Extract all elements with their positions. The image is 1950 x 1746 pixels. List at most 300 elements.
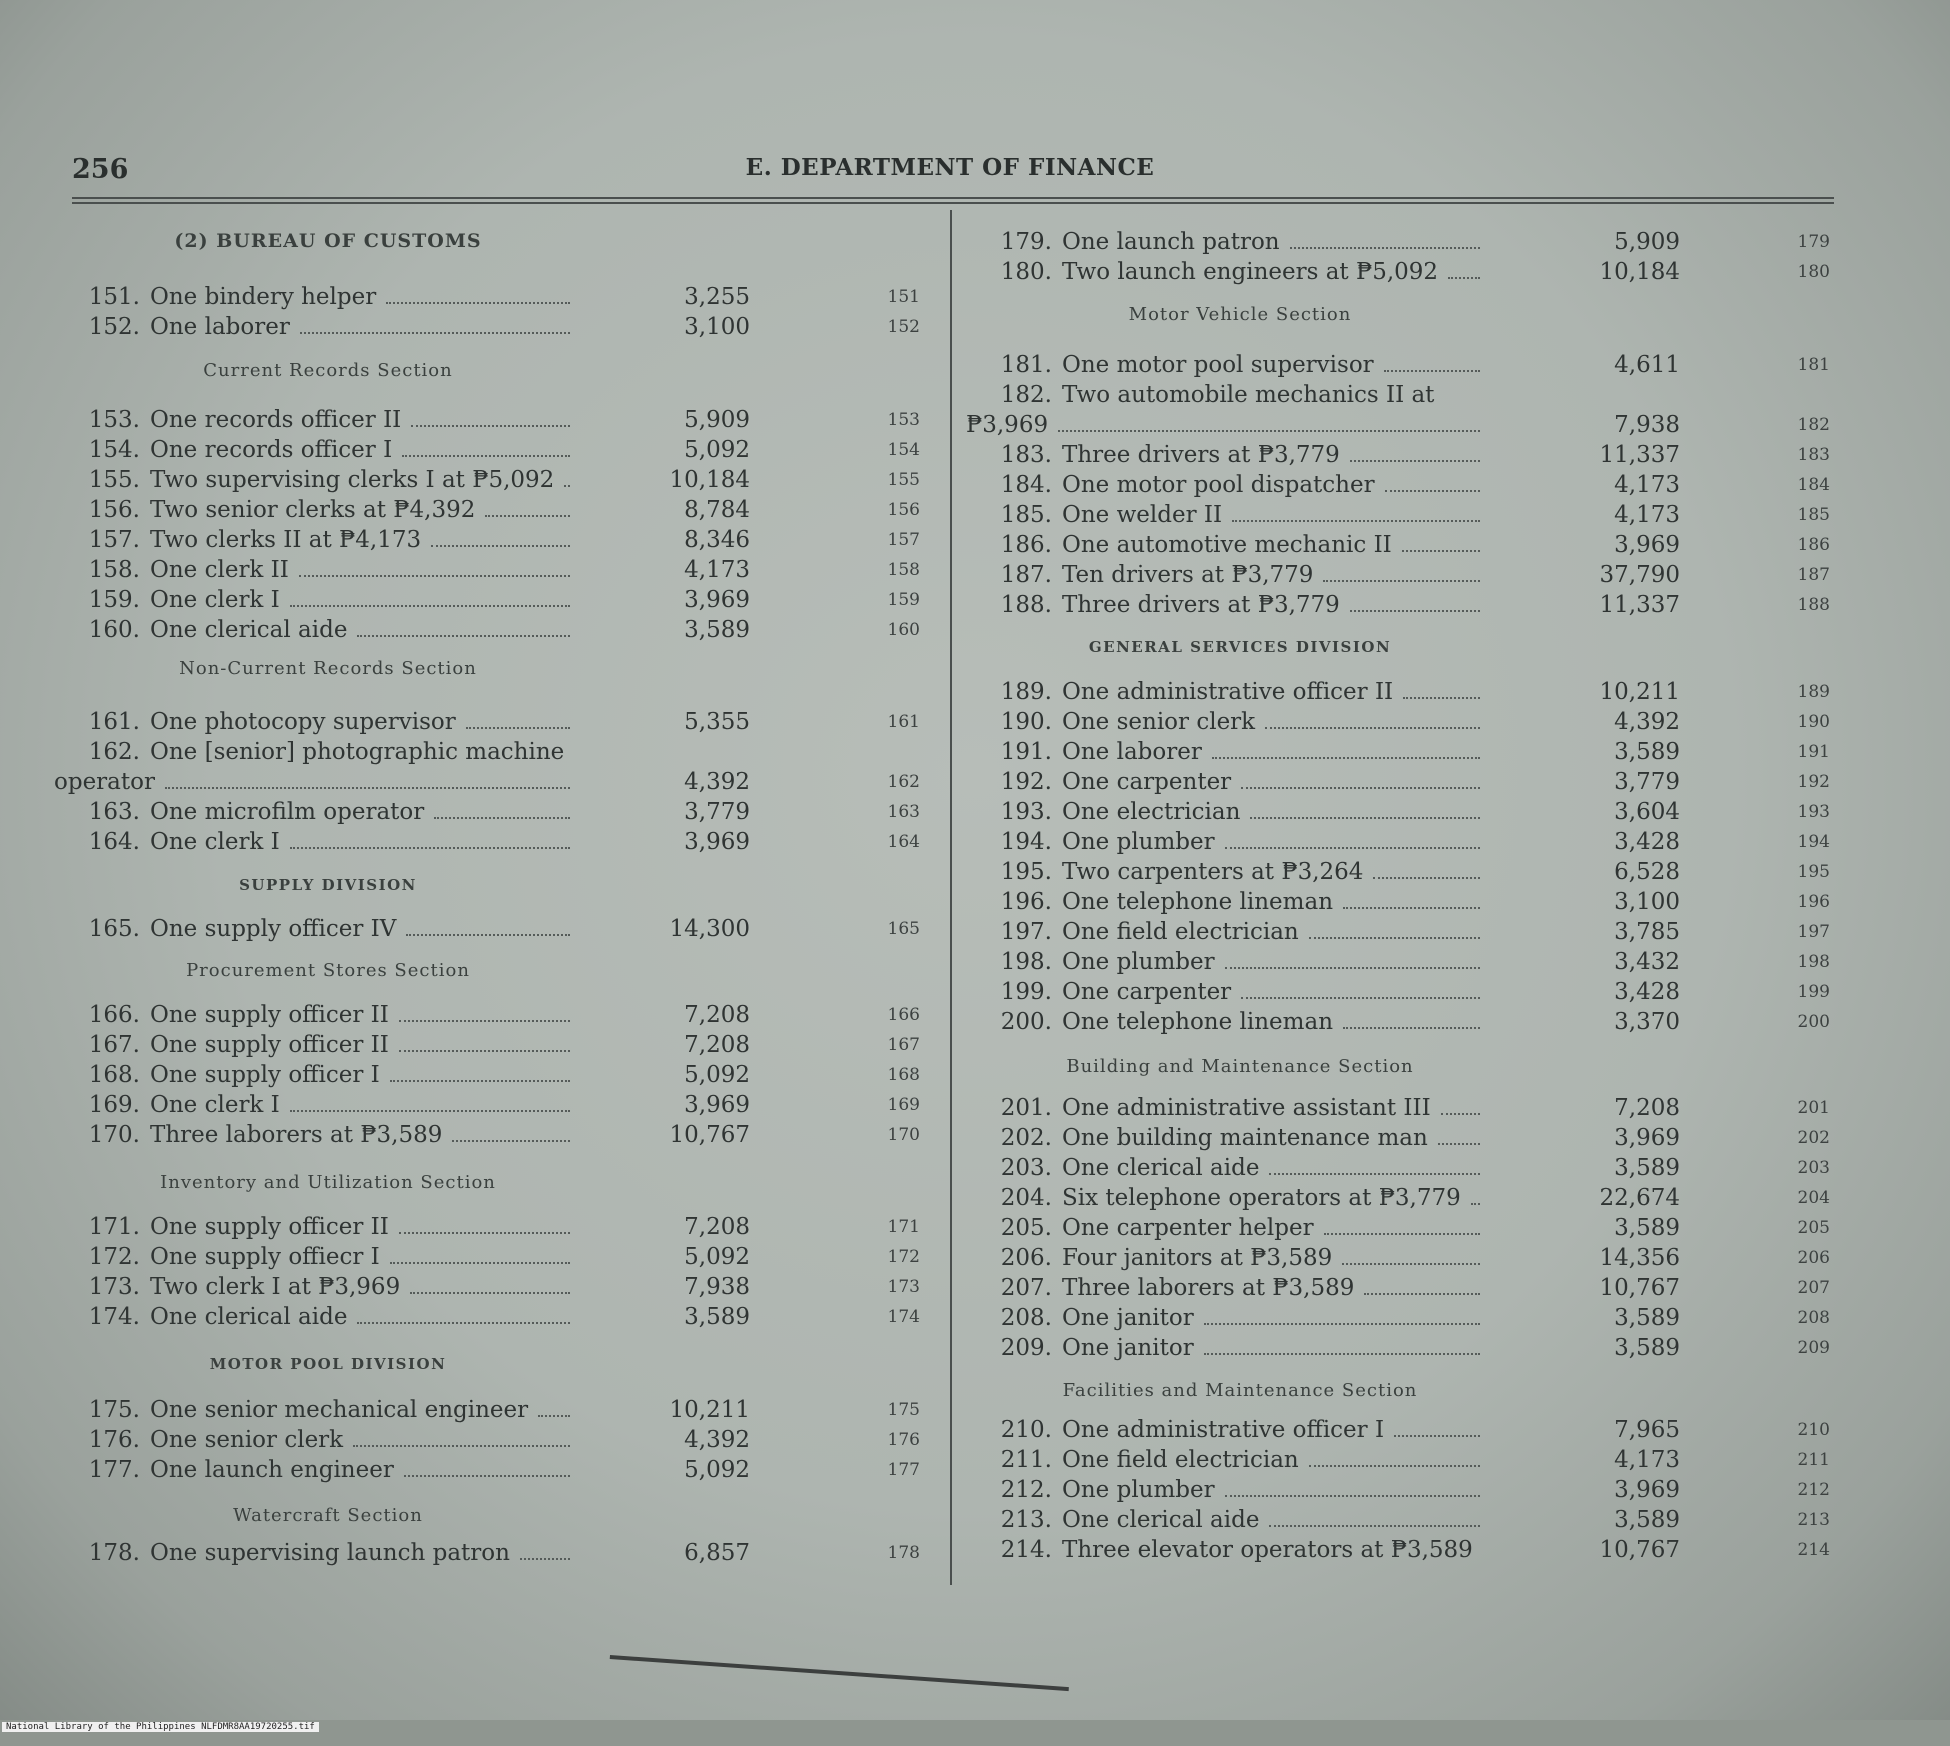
item-amount: 37,790 <box>1599 562 1680 588</box>
dot-leader <box>290 605 570 607</box>
item-amount: 3,428 <box>1614 829 1680 855</box>
item-amount: 11,337 <box>1599 592 1680 618</box>
item-amount: 3,589 <box>1614 1335 1680 1361</box>
item-description: One plumber <box>1062 949 1215 975</box>
line-item <box>980 737 1860 767</box>
dot-leader <box>165 787 570 789</box>
line-item <box>68 1242 940 1272</box>
item-amount: 5,092 <box>684 1244 750 1270</box>
item-amount: 10,767 <box>1599 1275 1680 1301</box>
item-number: 158. <box>88 557 140 583</box>
line-item <box>980 227 1860 257</box>
item-description: Three drivers at ₱3,779 <box>1062 592 1340 618</box>
item-description: One supply officer I <box>150 1062 380 1088</box>
item-number: 188. <box>1000 592 1052 618</box>
line-reference-number: 169 <box>887 1095 920 1115</box>
item-description: One supervising launch patron <box>150 1540 510 1566</box>
item-amount: 14,356 <box>1599 1245 1680 1271</box>
item-description: One clerk I <box>150 1092 280 1118</box>
item-number: 151. <box>88 284 140 310</box>
item-amount: 4,611 <box>1614 352 1680 378</box>
dot-leader <box>357 1322 570 1324</box>
line-reference-number: 157 <box>887 530 920 550</box>
item-amount: 4,392 <box>1614 709 1680 735</box>
line-item <box>980 1183 1860 1213</box>
line-item <box>68 1090 940 1120</box>
item-description: Two clerks II at ₱4,173 <box>150 527 422 553</box>
item-amount: 3,969 <box>1614 532 1680 558</box>
line-reference-number: 208 <box>1797 1308 1830 1328</box>
line-reference-number: 188 <box>1797 595 1830 615</box>
item-amount: 5,909 <box>1614 229 1680 255</box>
line-item <box>980 1093 1860 1123</box>
line-item <box>68 737 940 767</box>
item-amount: 3,969 <box>684 587 750 613</box>
line-item <box>980 1243 1860 1273</box>
dot-leader <box>299 575 570 577</box>
item-number: 177. <box>88 1457 140 1483</box>
dot-leader <box>290 847 570 849</box>
dot-leader <box>390 1080 570 1082</box>
item-description: Four janitors at ₱3,589 <box>1062 1245 1333 1271</box>
item-description: One welder II <box>1062 502 1223 528</box>
dot-leader <box>1364 1293 1480 1295</box>
item-description: Two automobile mechanics II at <box>1062 382 1435 408</box>
line-reference-number: 204 <box>1797 1188 1830 1208</box>
section-heading-inventory-utilization: Inventory and Utilization Section <box>160 1172 496 1193</box>
line-reference-number: 166 <box>887 1005 920 1025</box>
line-item <box>68 707 940 737</box>
line-item <box>980 350 1860 380</box>
item-description: Three laborers at ₱3,589 <box>150 1122 443 1148</box>
line-item <box>980 530 1860 560</box>
item-amount: 7,208 <box>684 1002 750 1028</box>
line-reference-number: 186 <box>1797 535 1830 555</box>
dot-leader <box>1448 277 1480 279</box>
item-amount: 5,909 <box>684 407 750 433</box>
line-item <box>68 435 940 465</box>
line-item <box>980 590 1860 620</box>
line-reference-number: 172 <box>887 1247 920 1267</box>
item-description: One launch patron <box>1062 229 1280 255</box>
line-reference-number: 177 <box>887 1460 920 1480</box>
item-amount: 3,785 <box>1614 919 1680 945</box>
item-amount: 4,173 <box>1614 1447 1680 1473</box>
item-number: 209. <box>1000 1335 1052 1361</box>
line-item <box>980 857 1860 887</box>
item-number: 176. <box>88 1427 140 1453</box>
item-description: One clerical aide <box>1062 1155 1260 1181</box>
item-description: One launch engineer <box>150 1457 394 1483</box>
dot-leader <box>357 635 570 637</box>
line-item <box>980 707 1860 737</box>
dot-leader <box>1309 1465 1480 1467</box>
item-description: One clerk II <box>150 557 289 583</box>
line-reference-number: 167 <box>887 1035 920 1055</box>
line-item <box>68 615 940 645</box>
line-reference-number: 209 <box>1797 1338 1830 1358</box>
item-description: One supply offiecr I <box>150 1244 380 1270</box>
item-number: 199. <box>1000 979 1052 1005</box>
line-item <box>980 1273 1860 1303</box>
line-reference-number: 187 <box>1797 565 1830 585</box>
item-description: Ten drivers at ₱3,779 <box>1062 562 1314 588</box>
item-amount: 3,432 <box>1614 949 1680 975</box>
line-item <box>980 560 1860 590</box>
dot-leader <box>1212 757 1480 759</box>
line-item <box>68 1538 940 1568</box>
item-description-continuation: ₱3,969 <box>966 412 1049 438</box>
dot-leader <box>1269 1525 1480 1527</box>
item-amount: 4,392 <box>684 769 750 795</box>
item-description: Six telephone operators at ₱3,779 <box>1062 1185 1461 1211</box>
dot-leader <box>1441 1113 1480 1115</box>
item-amount: 4,392 <box>684 1427 750 1453</box>
line-item <box>980 380 1860 410</box>
item-amount: 10,767 <box>669 1122 750 1148</box>
line-reference-number: 199 <box>1797 982 1830 1002</box>
line-reference-number: 180 <box>1797 262 1830 282</box>
dot-leader <box>404 1475 570 1477</box>
line-item-continuation <box>54 767 940 797</box>
item-amount: 4,173 <box>1614 472 1680 498</box>
item-description: Two senior clerks at ₱4,392 <box>150 497 476 523</box>
line-reference-number: 202 <box>1797 1128 1830 1148</box>
item-number: 172. <box>88 1244 140 1270</box>
item-number: 203. <box>1000 1155 1052 1181</box>
line-item <box>980 977 1860 1007</box>
item-description: Two carpenters at ₱3,264 <box>1062 859 1364 885</box>
line-reference-number: 206 <box>1797 1248 1830 1268</box>
line-item <box>980 257 1860 287</box>
item-description: One senior clerk <box>1062 709 1256 735</box>
line-reference-number: 205 <box>1797 1218 1830 1238</box>
dot-leader <box>452 1140 570 1142</box>
dot-leader <box>1241 787 1480 789</box>
line-item <box>980 797 1860 827</box>
item-number: 196. <box>1000 889 1052 915</box>
line-item <box>68 1302 940 1332</box>
item-number: 183. <box>1000 442 1052 468</box>
item-description: One supply officer II <box>150 1032 389 1058</box>
item-number: 154. <box>88 437 140 463</box>
item-amount: 4,173 <box>1614 502 1680 528</box>
item-number: 167. <box>88 1032 140 1058</box>
item-number: 170. <box>88 1122 140 1148</box>
page-fold-mark <box>606 1655 1069 1746</box>
line-reference-number: 159 <box>887 590 920 610</box>
line-reference-number: 184 <box>1797 475 1830 495</box>
item-amount: 3,604 <box>1614 799 1680 825</box>
item-amount: 7,965 <box>1614 1417 1680 1443</box>
dot-leader <box>300 332 570 334</box>
section-heading-procurement-stores: Procurement Stores Section <box>186 960 470 981</box>
section-heading-motor-vehicle: Motor Vehicle Section <box>1128 304 1352 325</box>
line-item <box>980 1213 1860 1243</box>
section-heading-motor-pool-division: MOTOR POOL DIVISION <box>209 1355 447 1373</box>
line-item <box>68 1030 940 1060</box>
line-reference-number: 211 <box>1797 1450 1830 1470</box>
line-reference-number: 158 <box>887 560 920 580</box>
dot-leader <box>1385 490 1480 492</box>
line-item <box>980 1303 1860 1333</box>
item-description: One photocopy supervisor <box>150 709 456 735</box>
item-amount: 3,589 <box>1614 739 1680 765</box>
item-amount: 22,674 <box>1599 1185 1680 1211</box>
line-reference-number: 162 <box>887 772 920 792</box>
item-amount: 10,184 <box>669 467 750 493</box>
item-number: 175. <box>88 1397 140 1423</box>
line-reference-number: 207 <box>1797 1278 1830 1298</box>
item-description: One clerical aide <box>1062 1507 1260 1533</box>
item-description: One carpenter helper <box>1062 1215 1314 1241</box>
line-reference-number: 210 <box>1797 1420 1830 1440</box>
line-reference-number: 170 <box>887 1125 920 1145</box>
item-number: 182. <box>1000 382 1052 408</box>
line-item <box>980 947 1860 977</box>
item-amount: 5,092 <box>684 1062 750 1088</box>
item-number: 192. <box>1000 769 1052 795</box>
dot-leader <box>399 1020 570 1022</box>
dot-leader <box>1402 550 1480 552</box>
item-amount: 14,300 <box>669 916 750 942</box>
item-number: 186. <box>1000 532 1052 558</box>
item-amount: 3,255 <box>684 284 750 310</box>
item-number: 174. <box>88 1304 140 1330</box>
item-description: One carpenter <box>1062 769 1232 795</box>
line-reference-number: 156 <box>887 500 920 520</box>
line-item <box>68 1212 940 1242</box>
dot-leader <box>1324 1233 1480 1235</box>
line-reference-number: 152 <box>887 317 920 337</box>
item-amount: 7,208 <box>1614 1095 1680 1121</box>
line-item-continuation <box>966 410 1860 440</box>
line-item <box>68 1272 940 1302</box>
item-number: 206. <box>1000 1245 1052 1271</box>
item-number: 198. <box>1000 949 1052 975</box>
section-heading-current-records: Current Records Section <box>203 360 453 381</box>
dot-leader <box>1343 907 1480 909</box>
line-reference-number: 192 <box>1797 772 1830 792</box>
line-item <box>980 677 1860 707</box>
item-amount: 6,528 <box>1614 859 1680 885</box>
item-amount: 3,589 <box>684 617 750 643</box>
line-item <box>980 827 1860 857</box>
line-item <box>68 495 940 525</box>
item-amount: 3,969 <box>684 829 750 855</box>
line-reference-number: 163 <box>887 802 920 822</box>
item-amount: 10,211 <box>669 1397 750 1423</box>
item-number: 156. <box>88 497 140 523</box>
item-amount: 3,779 <box>684 799 750 825</box>
dot-leader <box>1265 727 1480 729</box>
item-description: One automotive mechanic II <box>1062 532 1392 558</box>
line-item <box>68 1060 940 1090</box>
line-reference-number: 164 <box>887 832 920 852</box>
item-amount: 3,589 <box>684 1304 750 1330</box>
dot-leader <box>1204 1323 1480 1325</box>
line-reference-number: 174 <box>887 1307 920 1327</box>
item-description: One field electrician <box>1062 919 1299 945</box>
dot-leader <box>410 1292 570 1294</box>
item-description: One supply officer II <box>150 1002 389 1028</box>
line-reference-number: 196 <box>1797 892 1830 912</box>
item-amount: 6,857 <box>684 1540 750 1566</box>
dot-leader <box>1290 247 1480 249</box>
item-amount: 5,355 <box>684 709 750 735</box>
item-description: One records officer I <box>150 437 393 463</box>
line-reference-number: 198 <box>1797 952 1830 972</box>
item-number: 157. <box>88 527 140 553</box>
item-number: 210. <box>1000 1417 1052 1443</box>
item-description: One laborer <box>1062 739 1202 765</box>
item-number: 195. <box>1000 859 1052 885</box>
dot-leader <box>1438 1143 1480 1145</box>
item-description: One janitor <box>1062 1305 1194 1331</box>
dot-leader <box>399 1050 570 1052</box>
line-item <box>980 470 1860 500</box>
item-description: One supply officer II <box>150 1214 389 1240</box>
item-number: 181. <box>1000 352 1052 378</box>
dot-leader <box>1309 937 1480 939</box>
dot-leader <box>520 1558 570 1560</box>
item-number: 168. <box>88 1062 140 1088</box>
item-number: 200. <box>1000 1009 1052 1035</box>
item-number: 205. <box>1000 1215 1052 1241</box>
item-amount: 3,969 <box>684 1092 750 1118</box>
item-number: 190. <box>1000 709 1052 735</box>
dot-leader <box>1403 697 1480 699</box>
item-amount: 3,589 <box>1614 1215 1680 1241</box>
dot-leader <box>1058 430 1480 432</box>
line-item <box>68 1000 940 1030</box>
line-item <box>68 827 940 857</box>
item-number: 178. <box>88 1540 140 1566</box>
dot-leader <box>1225 847 1480 849</box>
item-description: One clerk I <box>150 829 280 855</box>
item-description: One clerical aide <box>150 1304 348 1330</box>
line-reference-number: 179 <box>1797 232 1830 252</box>
item-description: One supply officer IV <box>150 916 397 942</box>
line-reference-number: 178 <box>887 1543 920 1563</box>
item-number: 193. <box>1000 799 1052 825</box>
line-reference-number: 197 <box>1797 922 1830 942</box>
item-description: One administrative officer II <box>1062 679 1394 705</box>
dot-leader <box>564 485 570 487</box>
line-reference-number: 194 <box>1797 832 1830 852</box>
dot-leader <box>1373 877 1480 879</box>
line-item <box>68 555 940 585</box>
line-item <box>68 585 940 615</box>
column-divider <box>950 210 952 1585</box>
line-item <box>980 887 1860 917</box>
item-number: 171. <box>88 1214 140 1240</box>
item-description: One field electrician <box>1062 1447 1299 1473</box>
dot-leader <box>1232 520 1480 522</box>
line-item <box>980 767 1860 797</box>
line-item <box>68 465 940 495</box>
line-item <box>980 1505 1860 1535</box>
section-heading-general-services-division: GENERAL SERVICES DIVISION <box>1088 638 1392 656</box>
item-amount: 7,208 <box>684 1214 750 1240</box>
item-number: 213. <box>1000 1507 1052 1533</box>
item-amount: 3,428 <box>1614 979 1680 1005</box>
item-amount: 10,211 <box>1599 679 1680 705</box>
item-description: One telephone lineman <box>1062 1009 1334 1035</box>
item-description: One records officer II <box>150 407 402 433</box>
dot-leader <box>1323 580 1480 582</box>
item-amount: 3,370 <box>1614 1009 1680 1035</box>
item-description: One microfilm operator <box>150 799 425 825</box>
dot-leader <box>434 817 570 819</box>
item-amount: 5,092 <box>684 1457 750 1483</box>
item-description: One motor pool supervisor <box>1062 352 1374 378</box>
dot-leader <box>1241 997 1480 999</box>
item-number: 204. <box>1000 1185 1052 1211</box>
line-item <box>980 1535 1860 1565</box>
dot-leader <box>399 1232 570 1234</box>
section-heading-watercraft: Watercraft Section <box>233 1505 423 1526</box>
line-item <box>68 525 940 555</box>
line-reference-number: 195 <box>1797 862 1830 882</box>
line-reference-number: 185 <box>1797 505 1830 525</box>
line-reference-number: 154 <box>887 440 920 460</box>
line-item <box>980 1415 1860 1445</box>
dot-leader <box>290 1110 570 1112</box>
section-heading-facilities-maintenance: Facilities and Maintenance Section <box>1062 1380 1418 1401</box>
item-number: 194. <box>1000 829 1052 855</box>
line-reference-number: 161 <box>887 712 920 732</box>
line-reference-number: 191 <box>1797 742 1830 762</box>
dot-leader <box>1225 967 1480 969</box>
line-reference-number: 193 <box>1797 802 1830 822</box>
dot-leader <box>402 455 570 457</box>
dot-leader <box>1225 1495 1480 1497</box>
item-amount: 3,969 <box>1614 1477 1680 1503</box>
item-description: One laborer <box>150 314 290 340</box>
line-reference-number: 182 <box>1797 415 1830 435</box>
line-reference-number: 175 <box>887 1400 920 1420</box>
dot-leader <box>1471 1203 1480 1205</box>
dot-leader <box>1384 370 1480 372</box>
line-reference-number: 151 <box>887 287 920 307</box>
line-item <box>68 797 940 827</box>
item-description: One clerical aide <box>150 617 348 643</box>
section-heading-non-current-records: Non-Current Records Section <box>179 658 477 679</box>
item-description: One administrative assistant III <box>1062 1095 1431 1121</box>
dot-leader <box>431 545 570 547</box>
line-item <box>68 1455 940 1485</box>
dot-leader <box>386 302 570 304</box>
item-number: 197. <box>1000 919 1052 945</box>
item-number: 179. <box>1000 229 1052 255</box>
item-number: 153. <box>88 407 140 433</box>
item-description: One senior clerk <box>150 1427 344 1453</box>
line-reference-number: 213 <box>1797 1510 1830 1530</box>
line-item <box>980 1007 1860 1037</box>
item-amount: 3,589 <box>1614 1507 1680 1533</box>
line-reference-number: 173 <box>887 1277 920 1297</box>
dot-leader <box>353 1445 570 1447</box>
item-number: 169. <box>88 1092 140 1118</box>
item-number: 164. <box>88 829 140 855</box>
item-amount: 10,767 <box>1599 1537 1680 1563</box>
line-item <box>980 1475 1860 1505</box>
item-number: 173. <box>88 1274 140 1300</box>
dot-leader <box>1204 1353 1480 1355</box>
item-description: One electrician <box>1062 799 1241 825</box>
item-description: One motor pool dispatcher <box>1062 472 1375 498</box>
